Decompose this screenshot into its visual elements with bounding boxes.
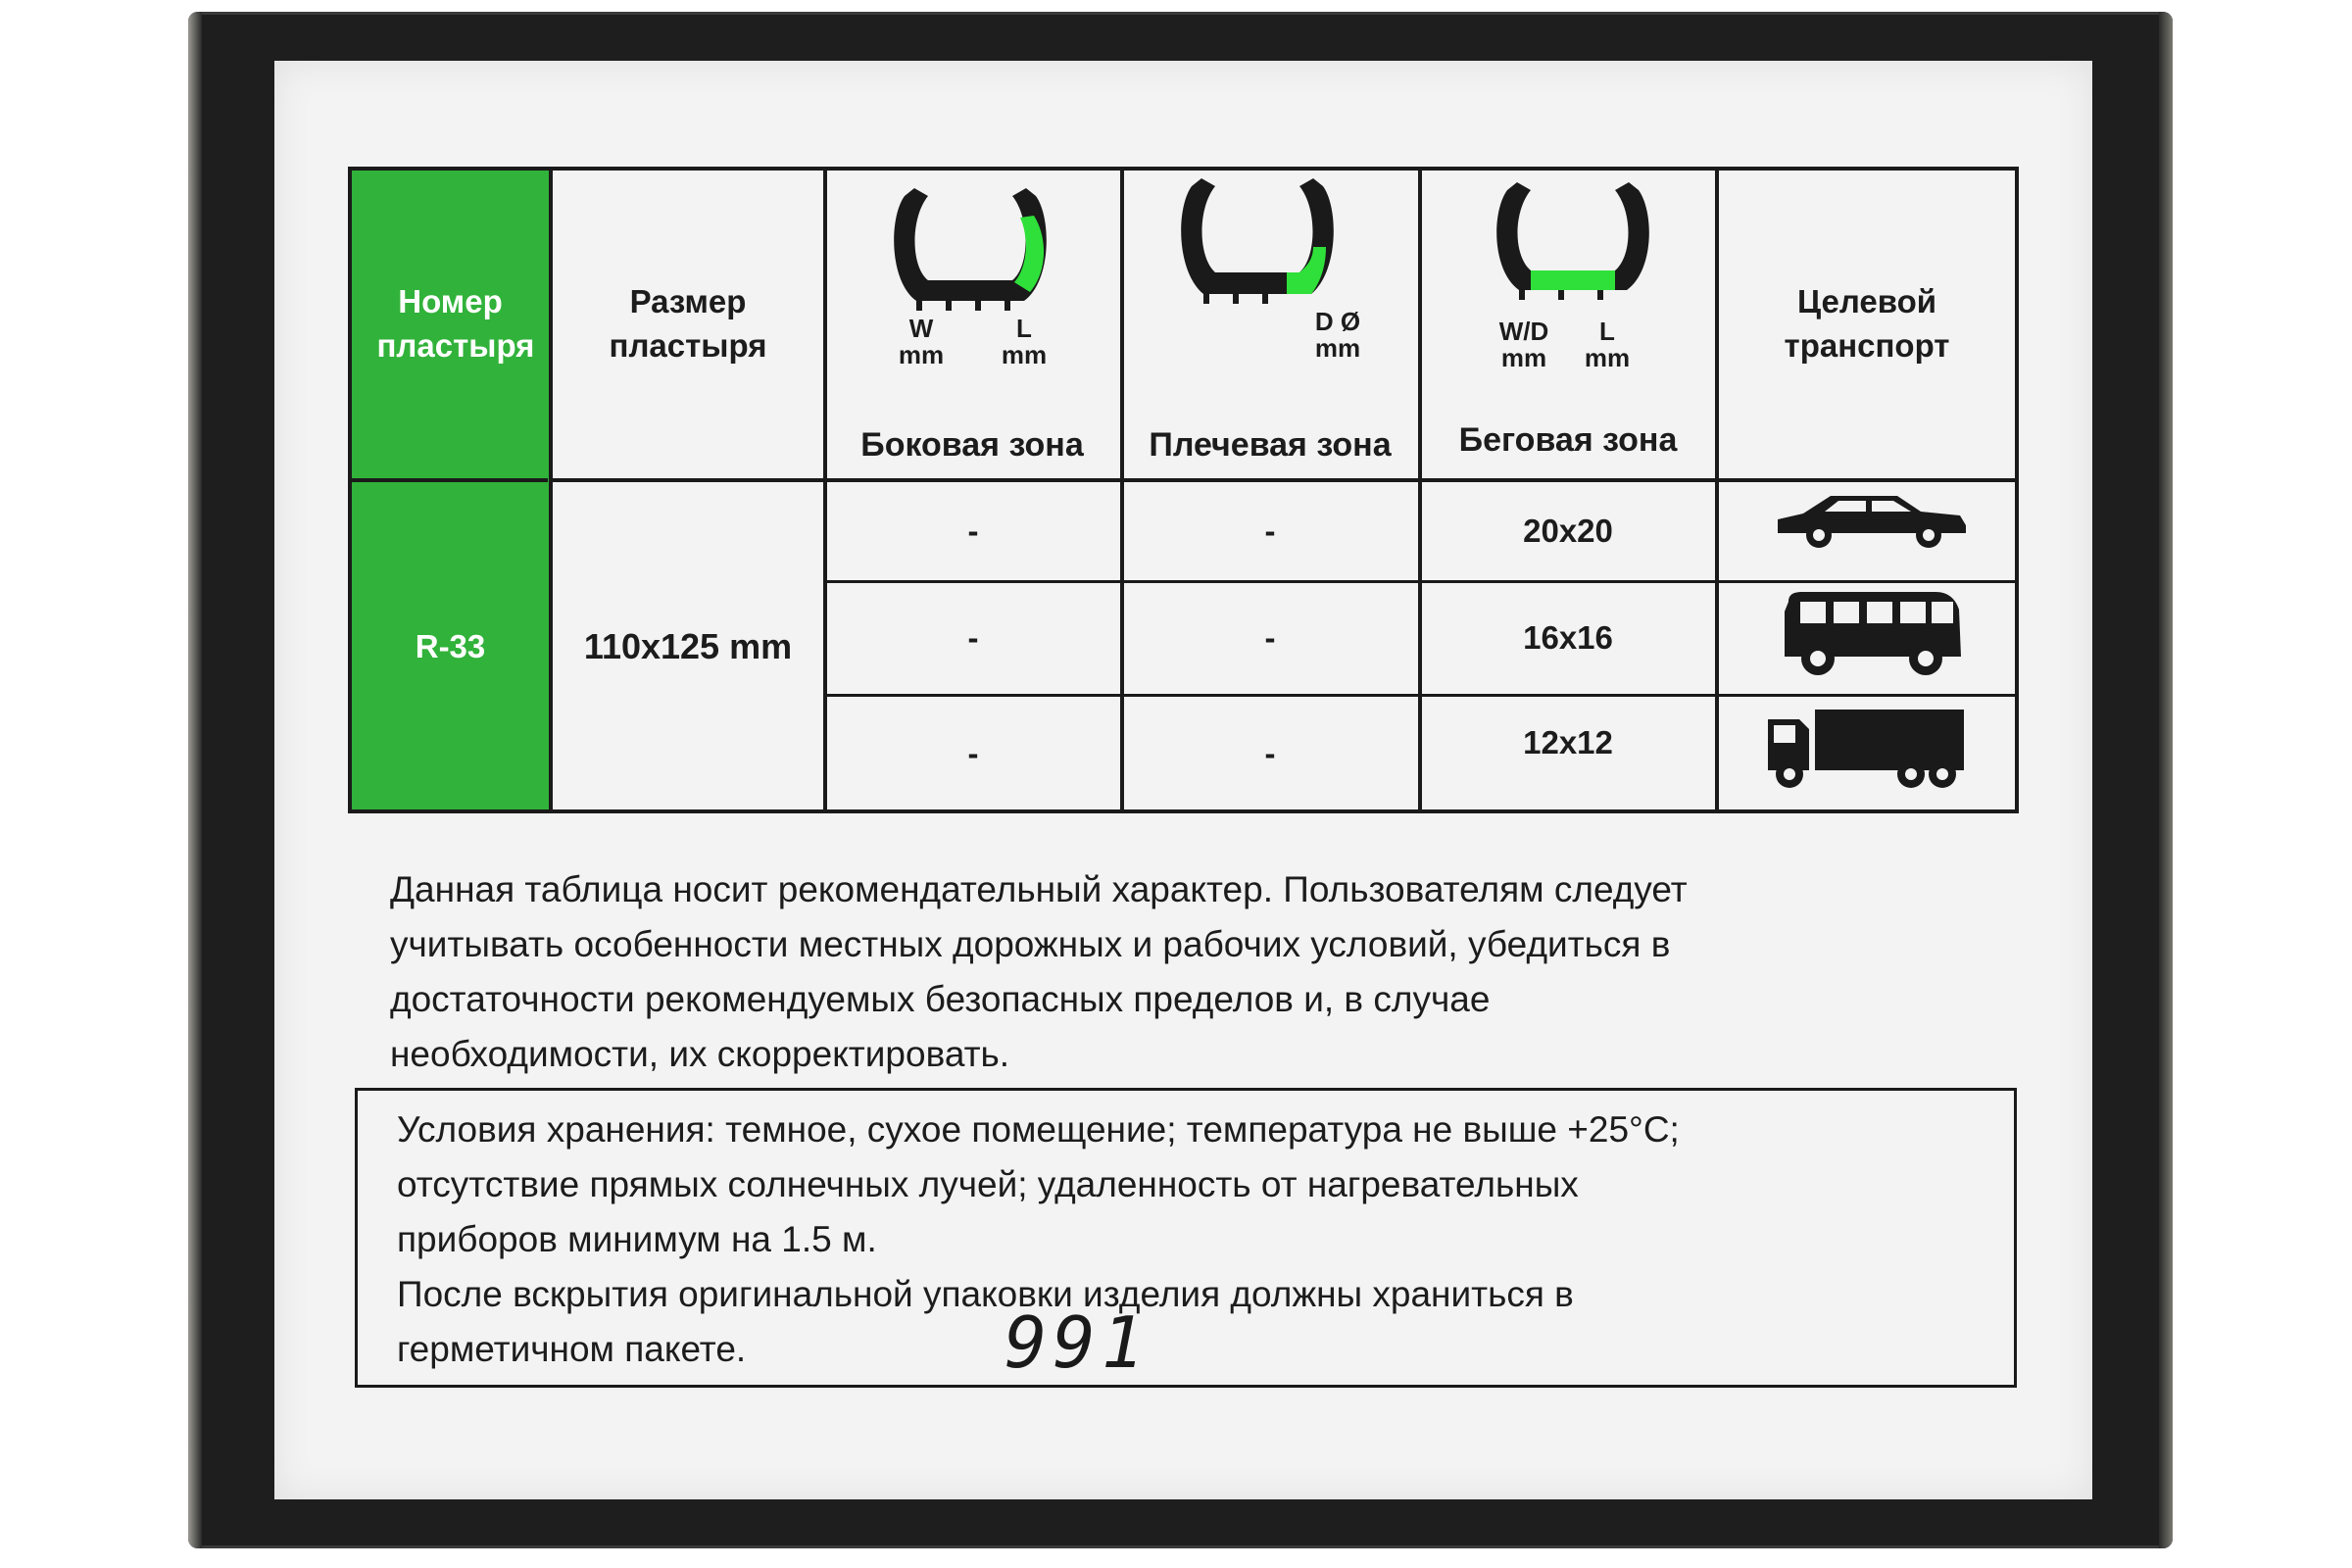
- row-1-shoulder: -: [1264, 512, 1276, 549]
- row-2-shoulder: -: [1264, 619, 1276, 657]
- header-target-transport: Целевой транспорт: [1784, 283, 1950, 364]
- disclaimer-text: Данная таблица носит рекомендательный характер. Пользователям следует учитывать особенности местных дорожных и рабочих условий, убедиться в достаточности рекомендуемых безопасных пределов и, в случае необходимости, их скорректировать.: [390, 869, 1688, 1074]
- row-3-shoulder: -: [1264, 734, 1276, 771]
- tread-wd-unit: W/D mm: [1498, 317, 1549, 373]
- patch-size-value: 110x125 mm: [583, 625, 793, 666]
- row-3-tread: 12x12: [1523, 723, 1613, 760]
- tire-side-zone-icon: [887, 188, 1058, 325]
- box-edge-right: [2159, 12, 2173, 1548]
- header-tread-zone: Беговая зона: [1458, 421, 1678, 459]
- header-side-zone: Боковая зона: [860, 426, 1084, 464]
- tread-l-unit: L mm: [1584, 317, 1631, 373]
- shoulder-d-unit: D Ø mm: [1314, 307, 1361, 364]
- row-3-side: -: [967, 734, 979, 771]
- header-shoulder-zone: Плечевая зона: [1149, 426, 1392, 464]
- row-2-tread: 16x16: [1523, 619, 1613, 657]
- side-l-unit: L mm: [1001, 314, 1048, 370]
- truck-icon: [1764, 706, 1970, 794]
- tire-tread-zone-icon: [1490, 182, 1661, 315]
- row-2-side: -: [967, 619, 979, 657]
- handwritten-number: 991: [1004, 1301, 1151, 1384]
- van-icon: [1779, 588, 1965, 678]
- box-edge-left: [188, 12, 202, 1548]
- row-1-side: -: [967, 512, 979, 549]
- header-patch-number: Номер пластыря: [376, 283, 535, 364]
- side-w-unit: W mm: [898, 314, 945, 370]
- header-patch-size: Размер пластыря: [609, 283, 767, 364]
- storage-conditions-text: Условия хранения: темное, сухое помещение; температура не выше +25°С; отсутствие прямых солнечных лучей; удаленность от нагревательных приборов минимум на 1.5 м. После вскрытия оригинальной упаковки изделия должны храниться в герметичном пакете.: [397, 1109, 1680, 1369]
- row-1-tread: 20x20: [1523, 512, 1613, 549]
- car-icon: [1774, 490, 1970, 551]
- tire-shoulder-zone-icon: [1174, 178, 1346, 320]
- patch-number-value: R-33: [415, 627, 486, 664]
